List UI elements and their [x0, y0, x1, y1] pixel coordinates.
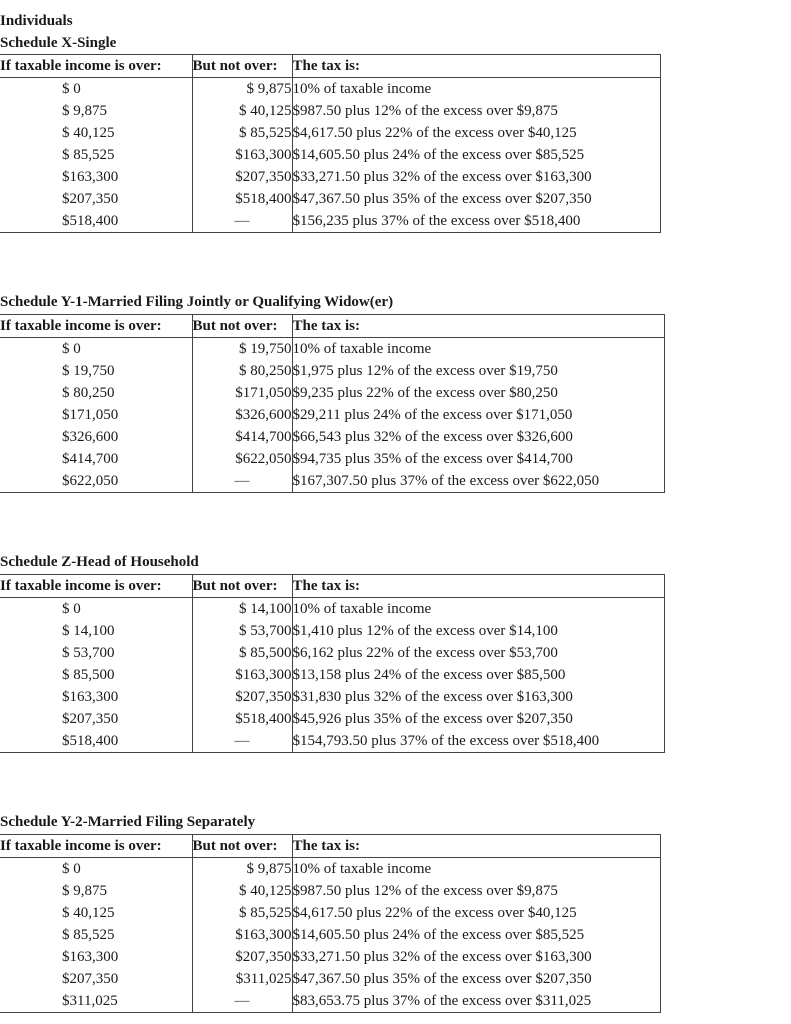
- tax-schedule-table: [0, 834, 661, 1013]
- column-header-over: If taxable income is over:: [0, 575, 192, 598]
- cell-over: [0, 360, 192, 382]
- cell-tax: $14,605.50 plus 24% of the excess over $85,525: [292, 924, 660, 946]
- cell-not-over: $326,600: [192, 404, 292, 426]
- cell-not-over: $171,050: [192, 382, 292, 404]
- table-row: [0, 338, 664, 361]
- amount-over: $ 53,700: [62, 645, 115, 661]
- cell-over: [0, 210, 192, 233]
- amount-over: $163,300: [62, 689, 119, 705]
- cell-not-over: —: [192, 730, 292, 753]
- cell-over: [0, 338, 192, 361]
- cell-tax: $4,617.50 plus 22% of the excess over $40,125: [292, 122, 660, 144]
- cell-not-over: —: [192, 990, 292, 1013]
- cell-over: [0, 730, 192, 753]
- cell-tax: $6,162 plus 22% of the excess over $53,700: [292, 642, 664, 664]
- amount-over: $ 85,525: [62, 147, 115, 163]
- cell-tax: $47,367.50 plus 35% of the excess over $207,350: [292, 188, 660, 210]
- table-row: [0, 166, 660, 188]
- table-row: [0, 404, 664, 426]
- cell-tax: 10% of taxable income: [292, 78, 660, 101]
- amount-over: $ 85,525: [62, 927, 115, 943]
- cell-over: [0, 858, 192, 881]
- cell-over: [0, 686, 192, 708]
- cell-over: [0, 902, 192, 924]
- table-row: [0, 880, 660, 902]
- cell-tax: $1,410 plus 12% of the excess over $14,100: [292, 620, 664, 642]
- table-row: [0, 144, 660, 166]
- amount-over: $311,025: [62, 993, 118, 1009]
- cell-over: [0, 880, 192, 902]
- column-header-not-over: But not over:: [192, 575, 292, 598]
- amount-over: $ 9,875: [62, 103, 107, 119]
- column-header-tax: The tax is:: [292, 835, 660, 858]
- column-header-over: If taxable income is over:: [0, 315, 192, 338]
- table-row: [0, 598, 664, 621]
- cell-not-over: $207,350: [192, 946, 292, 968]
- column-header-over: If taxable income is over:: [0, 55, 192, 78]
- cell-not-over: $518,400: [192, 188, 292, 210]
- table-row: [0, 664, 664, 686]
- cell-not-over: $ 85,500: [192, 642, 292, 664]
- table-row: [0, 708, 664, 730]
- cell-over: [0, 598, 192, 621]
- cell-over: [0, 990, 192, 1013]
- amount-over: $ 14,100: [62, 623, 115, 639]
- cell-not-over: —: [192, 210, 292, 233]
- tax-schedule-table: [0, 314, 665, 493]
- table-row: [0, 858, 660, 881]
- amount-over: $518,400: [62, 213, 119, 229]
- table-row: [0, 968, 660, 990]
- cell-over: [0, 78, 192, 101]
- cell-over: [0, 188, 192, 210]
- cell-over: [0, 708, 192, 730]
- column-header-over: If taxable income is over:: [0, 835, 192, 858]
- page-heading: Individuals: [0, 13, 73, 29]
- amount-over: $ 40,125: [62, 905, 115, 921]
- cell-not-over: $ 53,700: [192, 620, 292, 642]
- cell-tax: $987.50 plus 12% of the excess over $9,875: [292, 100, 660, 122]
- cell-tax: $47,367.50 plus 35% of the excess over $207,350: [292, 968, 660, 990]
- table-row: [0, 902, 660, 924]
- cell-tax: 10% of taxable income: [292, 338, 664, 361]
- amount-over: $518,400: [62, 733, 119, 749]
- table-row: [0, 642, 664, 664]
- table-row: [0, 924, 660, 946]
- cell-not-over: $622,050: [192, 448, 292, 470]
- table-row: [0, 78, 660, 101]
- table-row: [0, 990, 660, 1013]
- column-header-tax: The tax is:: [292, 55, 660, 78]
- cell-tax: $13,158 plus 24% of the excess over $85,500: [292, 664, 664, 686]
- table-row: [0, 946, 660, 968]
- cell-not-over: $163,300: [192, 664, 292, 686]
- cell-over: [0, 946, 192, 968]
- table-header-row: [0, 315, 664, 338]
- amount-over: $ 19,750: [62, 363, 115, 379]
- cell-not-over: $ 9,875: [192, 858, 292, 881]
- cell-tax: $1,975 plus 12% of the excess over $19,750: [292, 360, 664, 382]
- table-row: [0, 730, 664, 753]
- table-header-row: [0, 55, 660, 78]
- cell-not-over: $414,700: [192, 426, 292, 448]
- table-row: [0, 470, 664, 493]
- column-header-not-over: But not over:: [192, 315, 292, 338]
- table-row: [0, 686, 664, 708]
- table-row: [0, 448, 664, 470]
- cell-over: [0, 968, 192, 990]
- cell-over: [0, 404, 192, 426]
- table-row: [0, 620, 664, 642]
- cell-not-over: $ 14,100: [192, 598, 292, 621]
- amount-over: $ 0: [62, 341, 81, 357]
- amount-over: $ 0: [62, 81, 81, 97]
- cell-over: [0, 144, 192, 166]
- cell-over: [0, 924, 192, 946]
- table-row: [0, 122, 660, 144]
- amount-over: $326,600: [62, 429, 119, 445]
- cell-not-over: $163,300: [192, 144, 292, 166]
- schedule-title: Schedule Y-2-Married Filing Separately: [0, 814, 256, 830]
- column-header-tax: The tax is:: [292, 575, 664, 598]
- schedule-title: Schedule Z-Head of Household: [0, 554, 199, 570]
- amount-over: $207,350: [62, 971, 119, 987]
- amount-over: $207,350: [62, 191, 119, 207]
- amount-over: $ 0: [62, 601, 81, 617]
- amount-over: $ 85,500: [62, 667, 115, 683]
- cell-over: [0, 100, 192, 122]
- cell-over: [0, 382, 192, 404]
- cell-not-over: $518,400: [192, 708, 292, 730]
- cell-tax: $94,735 plus 35% of the excess over $414,700: [292, 448, 664, 470]
- cell-tax: $987.50 plus 12% of the excess over $9,875: [292, 880, 660, 902]
- tax-schedule-table: [0, 574, 665, 753]
- cell-tax: $33,271.50 plus 32% of the excess over $163,300: [292, 166, 660, 188]
- cell-not-over: $163,300: [192, 924, 292, 946]
- table-row: [0, 100, 660, 122]
- cell-not-over: $ 9,875: [192, 78, 292, 101]
- amount-over: $163,300: [62, 949, 119, 965]
- tax-schedule-table: [0, 54, 661, 233]
- table-header-row: [0, 575, 664, 598]
- table-header-row: [0, 835, 660, 858]
- table-row: [0, 188, 660, 210]
- cell-not-over: $ 40,125: [192, 880, 292, 902]
- amount-over: $414,700: [62, 451, 119, 467]
- cell-tax: $154,793.50 plus 37% of the excess over $518,400: [292, 730, 664, 753]
- amount-over: $ 80,250: [62, 385, 115, 401]
- cell-tax: $29,211 plus 24% of the excess over $171,050: [292, 404, 664, 426]
- cell-tax: $156,235 plus 37% of the excess over $518,400: [292, 210, 660, 233]
- table-row: [0, 382, 664, 404]
- schedule-title: Schedule Y-1-Married Filing Jointly or Qualifying Widow(er): [0, 294, 394, 310]
- cell-over: [0, 166, 192, 188]
- cell-not-over: $311,025: [192, 968, 292, 990]
- cell-tax: $4,617.50 plus 22% of the excess over $40,125: [292, 902, 660, 924]
- cell-not-over: $ 80,250: [192, 360, 292, 382]
- cell-not-over: $ 85,525: [192, 902, 292, 924]
- cell-tax: $31,830 plus 32% of the excess over $163,300: [292, 686, 664, 708]
- cell-over: [0, 448, 192, 470]
- column-header-not-over: But not over:: [192, 55, 292, 78]
- amount-over: $ 40,125: [62, 125, 115, 141]
- amount-over: $207,350: [62, 711, 119, 727]
- amount-over: $171,050: [62, 407, 119, 423]
- cell-tax: $14,605.50 plus 24% of the excess over $85,525: [292, 144, 660, 166]
- column-header-not-over: But not over:: [192, 835, 292, 858]
- cell-over: [0, 470, 192, 493]
- cell-not-over: $207,350: [192, 166, 292, 188]
- cell-tax: $83,653.75 plus 37% of the excess over $311,025: [292, 990, 660, 1013]
- cell-not-over: $ 19,750: [192, 338, 292, 361]
- cell-not-over: $ 85,525: [192, 122, 292, 144]
- cell-over: [0, 426, 192, 448]
- amount-over: $ 0: [62, 861, 81, 877]
- cell-tax: $66,543 plus 32% of the excess over $326,600: [292, 426, 664, 448]
- cell-tax: $45,926 plus 35% of the excess over $207,350: [292, 708, 664, 730]
- cell-not-over: $207,350: [192, 686, 292, 708]
- table-row: [0, 360, 664, 382]
- cell-over: [0, 664, 192, 686]
- amount-over: $622,050: [62, 473, 119, 489]
- cell-over: [0, 122, 192, 144]
- cell-tax: 10% of taxable income: [292, 858, 660, 881]
- amount-over: $163,300: [62, 169, 119, 185]
- cell-tax: $9,235 plus 22% of the excess over $80,250: [292, 382, 664, 404]
- cell-not-over: $ 40,125: [192, 100, 292, 122]
- amount-over: $ 9,875: [62, 883, 107, 899]
- table-row: [0, 210, 660, 233]
- cell-tax: 10% of taxable income: [292, 598, 664, 621]
- schedule-title: Schedule X-Single: [0, 35, 117, 51]
- cell-over: [0, 620, 192, 642]
- cell-not-over: —: [192, 470, 292, 493]
- cell-over: [0, 642, 192, 664]
- cell-tax: $167,307.50 plus 37% of the excess over $622,050: [292, 470, 664, 493]
- table-row: [0, 426, 664, 448]
- column-header-tax: The tax is:: [292, 315, 664, 338]
- cell-tax: $33,271.50 plus 32% of the excess over $163,300: [292, 946, 660, 968]
